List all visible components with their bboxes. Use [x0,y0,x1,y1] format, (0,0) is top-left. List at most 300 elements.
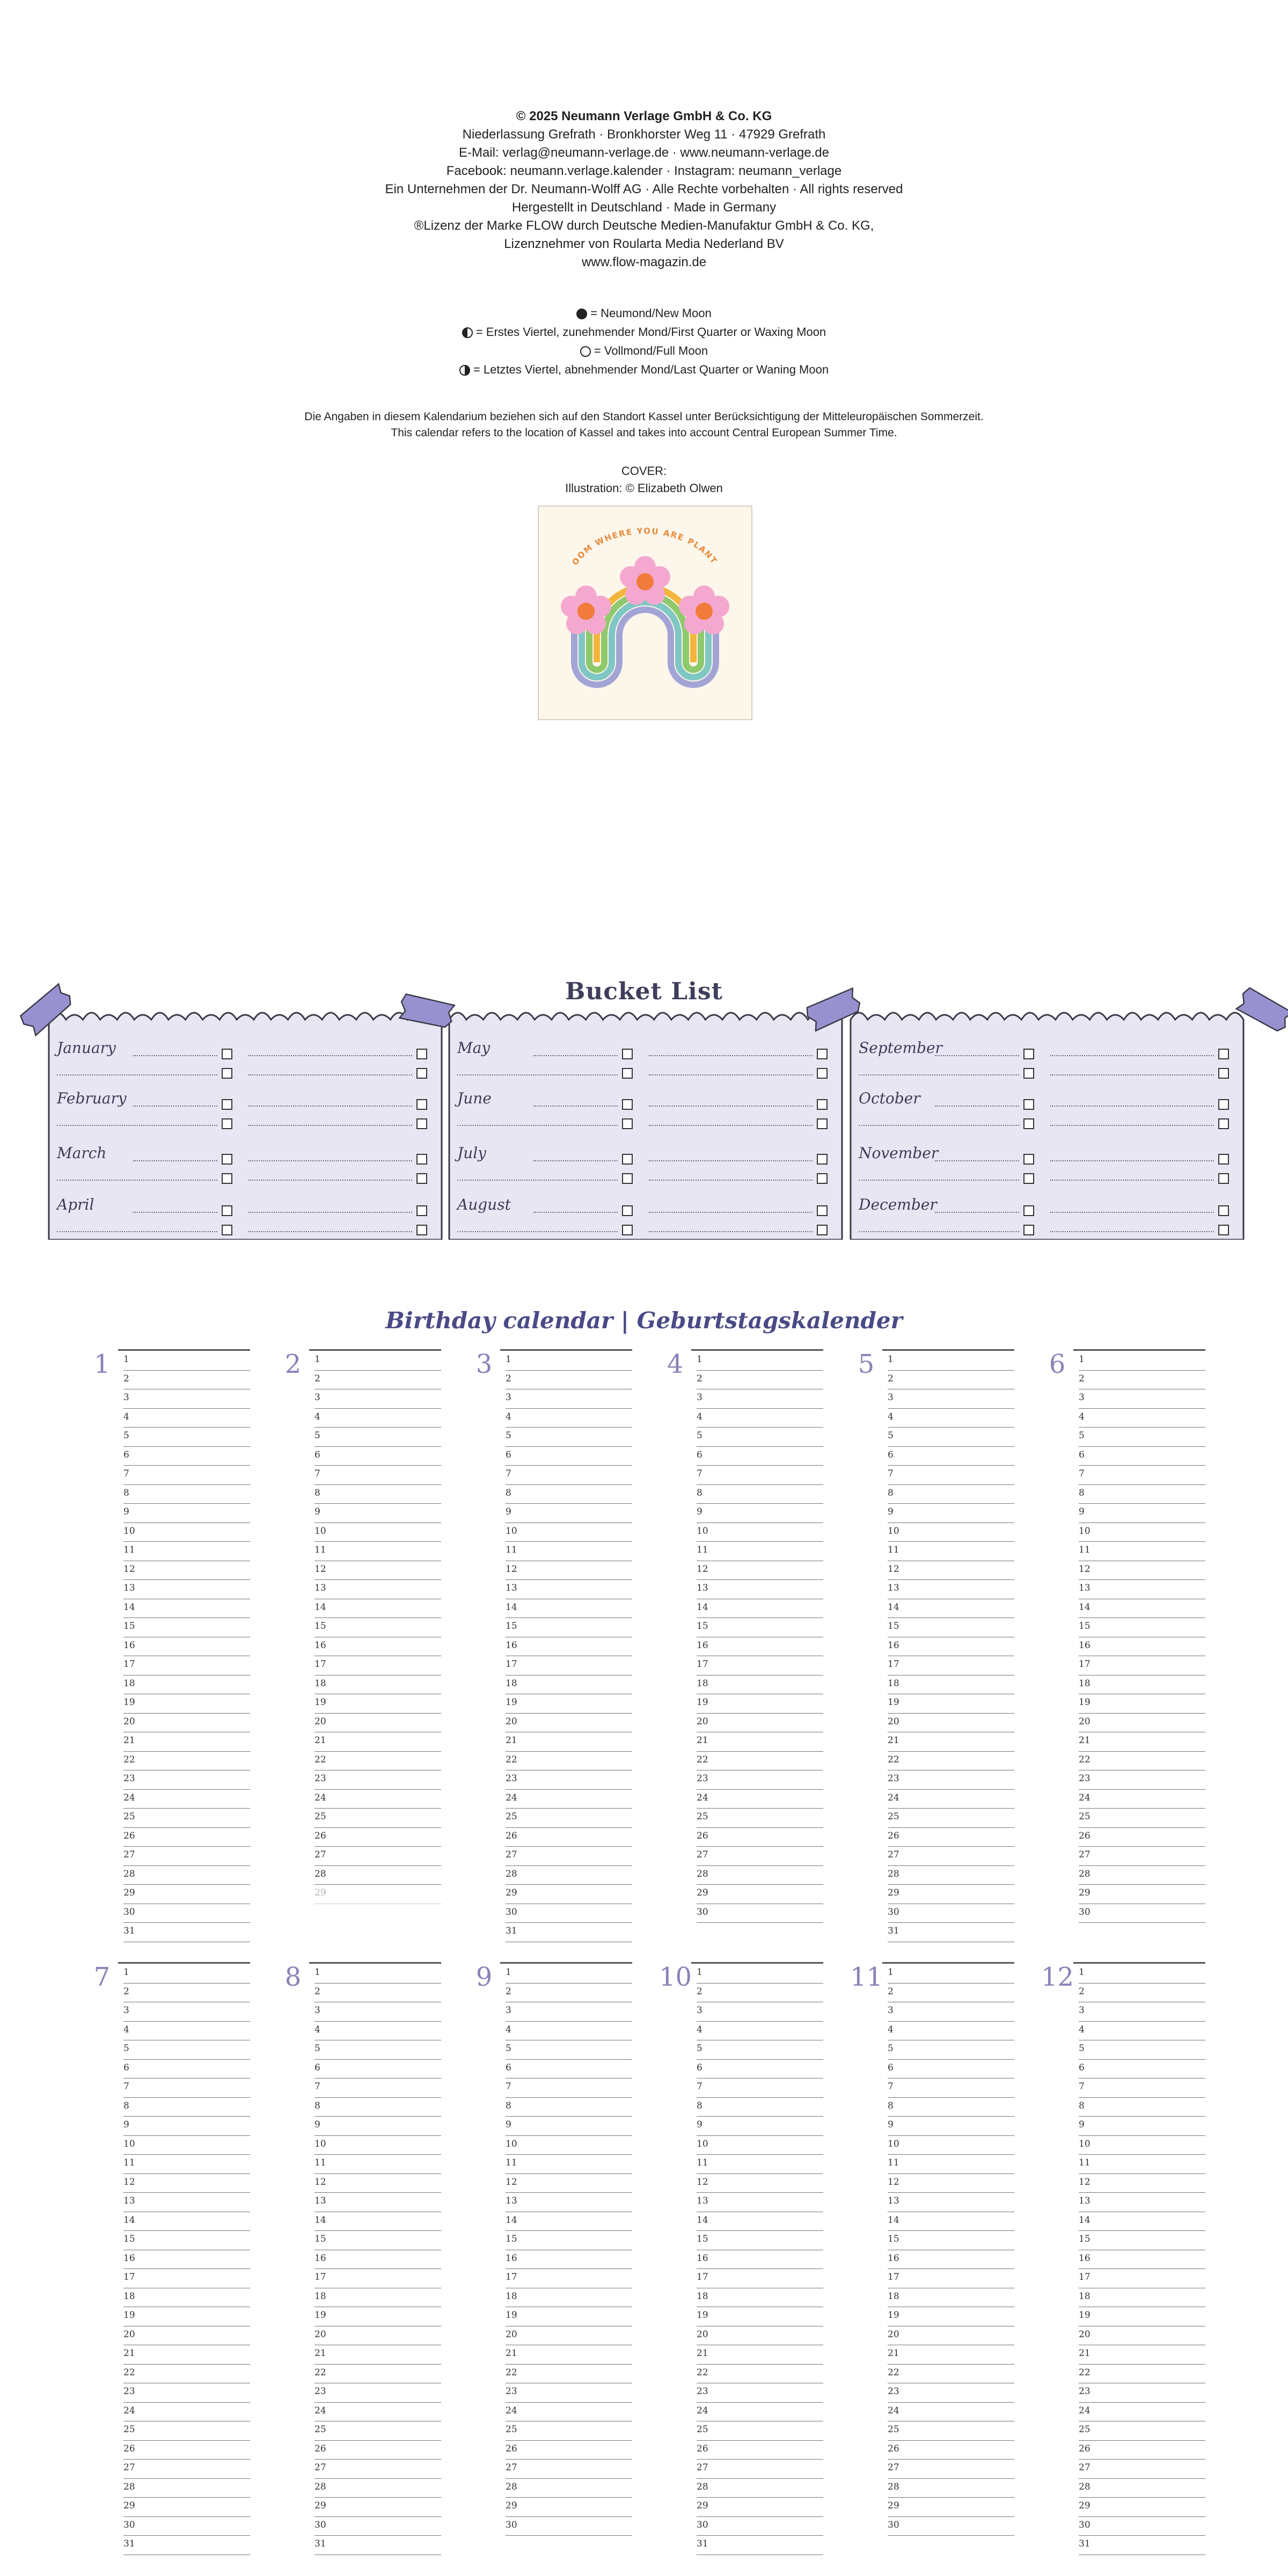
birthday-day-row[interactable]: 26 [123,2441,250,2460]
birthday-day-row[interactable]: 25 [888,2421,1014,2441]
birthday-day-row[interactable]: 18 [506,2288,632,2308]
bucket-list-checkbox[interactable] [817,1173,828,1184]
birthday-day-row[interactable]: 9 [506,2117,632,2136]
bucket-list-checkbox[interactable] [622,1049,633,1059]
birthday-day-row[interactable]: 1 [506,1964,632,1984]
birthday-day-row[interactable]: 28 [1079,2479,1205,2498]
birthday-day-row[interactable]: 4 [314,1409,441,1428]
birthday-day-row[interactable]: 4 [123,2022,250,2041]
birthday-day-row[interactable]: 30 [506,2517,632,2536]
birthday-day-row[interactable]: 17 [123,2269,250,2288]
birthday-day-row[interactable]: 18 [1079,2288,1205,2308]
bucket-list-checkbox[interactable] [817,1099,828,1110]
birthday-day-row[interactable]: 15 [1079,1618,1205,1637]
birthday-day-row[interactable]: 31 [123,1923,250,1942]
birthday-day-row[interactable]: 23 [888,2383,1014,2403]
bucket-list-checkbox[interactable] [622,1205,633,1216]
birthday-day-row[interactable]: 24 [1079,1790,1205,1809]
bucket-list-checkbox[interactable] [222,1154,232,1165]
birthday-day-row[interactable]: 9 [1079,2117,1205,2136]
bucket-list-checkbox[interactable] [622,1154,633,1165]
birthday-day-row[interactable]: 3 [123,2002,250,2022]
birthday-day-row[interactable]: 21 [888,1732,1014,1752]
birthday-day-row[interactable]: 16 [314,1637,441,1657]
bucket-list-checkbox[interactable] [817,1118,828,1129]
birthday-day-row[interactable]: 23 [1079,2383,1205,2403]
birthday-day-row[interactable]: 6 [697,1447,823,1466]
birthday-day-row[interactable]: 13 [123,1580,250,1599]
birthday-day-row[interactable]: 17 [697,1656,823,1675]
birthday-day-row[interactable]: 20 [123,2326,250,2346]
birthday-day-row[interactable]: 16 [314,2250,441,2270]
birthday-day-row[interactable]: 29 [697,1885,823,1904]
birthday-day-row[interactable]: 9 [888,2117,1014,2136]
birthday-day-row[interactable]: 31 [506,1923,632,1942]
birthday-day-row[interactable]: 18 [888,1675,1014,1695]
birthday-day-row[interactable]: 7 [314,1466,441,1485]
birthday-day-row[interactable]: 20 [314,2326,441,2346]
bucket-list-checkbox[interactable] [1023,1099,1034,1110]
birthday-day-row[interactable]: 20 [506,1714,632,1733]
birthday-day-row[interactable]: 5 [888,2040,1014,2060]
birthday-day-row[interactable]: 12 [697,2174,823,2193]
birthday-day-row[interactable]: 8 [506,2098,632,2117]
birthday-day-row[interactable]: 26 [506,1828,632,1847]
birthday-day-row[interactable]: 24 [123,1790,250,1809]
birthday-day-row[interactable]: 23 [314,1770,441,1790]
birthday-day-row[interactable]: 17 [888,1656,1014,1675]
birthday-day-row[interactable]: 26 [314,2441,441,2460]
birthday-day-row[interactable]: 13 [506,1580,632,1599]
birthday-day-row[interactable]: 17 [1079,1656,1205,1675]
birthday-day-row[interactable]: 7 [1079,1466,1205,1485]
birthday-day-row[interactable]: 14 [888,1599,1014,1619]
birthday-day-row[interactable]: 29 [697,2498,823,2517]
birthday-day-row[interactable]: 25 [697,2421,823,2441]
birthday-day-row[interactable]: 3 [314,1389,441,1409]
birthday-day-row[interactable]: 7 [506,2079,632,2098]
birthday-day-row[interactable]: 29 [1079,2498,1205,2517]
birthday-day-row[interactable]: 20 [506,2326,632,2346]
birthday-day-row[interactable]: 21 [506,2345,632,2365]
birthday-day-row[interactable]: 6 [314,2060,441,2079]
birthday-day-row[interactable]: 12 [506,2174,632,2193]
birthday-day-row[interactable]: 5 [888,1428,1014,1447]
birthday-day-row[interactable]: 30 [123,2517,250,2536]
bucket-list-checkbox[interactable] [1218,1225,1229,1235]
birthday-day-row[interactable]: 5 [697,1428,823,1447]
birthday-day-row[interactable]: 1 [1079,1964,1205,1984]
birthday-day-row[interactable]: 27 [1079,1847,1205,1866]
birthday-day-row[interactable]: 2 [314,1984,441,2003]
birthday-day-row[interactable]: 27 [888,2460,1014,2479]
birthday-day-row[interactable]: 1 [888,1351,1014,1371]
birthday-day-row[interactable]: 14 [506,2212,632,2231]
birthday-day-row[interactable]: 18 [123,1675,250,1695]
birthday-day-row[interactable]: 15 [314,1618,441,1637]
birthday-day-row[interactable]: 12 [697,1561,823,1580]
birthday-day-row[interactable]: 11 [888,1542,1014,1561]
birthday-day-row[interactable]: 25 [888,1809,1014,1828]
birthday-day-row[interactable]: 1 [123,1964,250,1984]
birthday-day-row[interactable]: 19 [697,2307,823,2326]
birthday-day-row[interactable]: 13 [123,2193,250,2212]
birthday-day-row[interactable]: 2 [1079,1371,1205,1390]
birthday-day-row[interactable]: 10 [697,1523,823,1542]
birthday-day-row[interactable]: 27 [314,2460,441,2479]
birthday-day-row[interactable]: 27 [888,1847,1014,1866]
birthday-day-row[interactable]: 6 [888,1447,1014,1466]
birthday-day-row[interactable]: 9 [697,1504,823,1523]
birthday-day-row[interactable]: 11 [123,1542,250,1561]
birthday-day-row[interactable]: 23 [697,2383,823,2403]
birthday-day-row[interactable]: 8 [1079,1485,1205,1504]
birthday-day-row[interactable]: 26 [888,1828,1014,1847]
birthday-day-row[interactable]: 14 [123,1599,250,1619]
birthday-day-row[interactable]: 4 [506,2022,632,2041]
birthday-day-row[interactable]: 4 [697,2022,823,2041]
birthday-day-row[interactable]: 5 [123,1428,250,1447]
birthday-day-row[interactable]: 1 [1079,1351,1205,1371]
bucket-list-checkbox[interactable] [1023,1068,1034,1079]
birthday-day-row[interactable]: 16 [697,1637,823,1657]
birthday-day-row[interactable]: 24 [697,2403,823,2422]
birthday-day-row[interactable]: 31 [1079,2536,1205,2555]
birthday-day-row[interactable]: 6 [697,2060,823,2079]
birthday-day-row[interactable]: 29 [314,1885,441,1904]
birthday-day-row[interactable]: 28 [888,1866,1014,1885]
birthday-day-row[interactable]: 9 [123,1504,250,1523]
birthday-day-row[interactable]: 24 [697,1790,823,1809]
birthday-day-row[interactable]: 5 [1079,1428,1205,1447]
birthday-day-row[interactable]: 9 [314,1504,441,1523]
bucket-list-checkbox[interactable] [1218,1173,1229,1184]
birthday-day-row[interactable]: 16 [123,2250,250,2270]
birthday-day-row[interactable]: 4 [888,1409,1014,1428]
birthday-day-row[interactable]: 25 [123,1809,250,1828]
birthday-day-row[interactable]: 11 [1079,1542,1205,1561]
birthday-day-row[interactable]: 27 [123,1847,250,1866]
birthday-day-row[interactable]: 19 [314,2307,441,2326]
birthday-day-row[interactable]: 10 [123,2136,250,2155]
birthday-day-row[interactable]: 20 [1079,2326,1205,2346]
birthday-day-row[interactable]: 11 [506,1542,632,1561]
birthday-day-row[interactable]: 27 [506,1847,632,1866]
birthday-day-row[interactable]: 20 [123,1714,250,1733]
birthday-day-row[interactable]: 22 [697,1752,823,1771]
birthday-day-row[interactable]: 7 [888,2079,1014,2098]
birthday-day-row[interactable]: 17 [314,2269,441,2288]
birthday-day-row[interactable]: 9 [506,1504,632,1523]
birthday-day-row[interactable]: 13 [888,2193,1014,2212]
bucket-list-checkbox[interactable] [222,1099,232,1110]
birthday-day-row[interactable]: 4 [123,1409,250,1428]
birthday-day-row[interactable]: 17 [888,2269,1014,2288]
bucket-list-checkbox[interactable] [1218,1205,1229,1216]
birthday-day-row[interactable]: 23 [888,1770,1014,1790]
bucket-list-checkbox[interactable] [622,1068,633,1079]
birthday-day-row[interactable]: 6 [123,2060,250,2079]
birthday-day-row[interactable]: 16 [123,1637,250,1657]
bucket-list-checkbox[interactable] [622,1118,633,1129]
birthday-day-row[interactable]: 19 [123,1694,250,1714]
birthday-day-row[interactable]: 8 [888,1485,1014,1504]
birthday-day-row[interactable]: 25 [314,2421,441,2441]
bucket-list-checkbox[interactable] [222,1225,232,1235]
birthday-day-row[interactable]: 13 [697,2193,823,2212]
birthday-day-row[interactable]: 2 [314,1371,441,1390]
birthday-day-row[interactable]: 31 [314,2536,441,2555]
birthday-day-row[interactable]: 28 [1079,1866,1205,1885]
birthday-day-row[interactable]: 15 [888,1618,1014,1637]
birthday-day-row[interactable]: 5 [123,2040,250,2060]
birthday-day-row[interactable]: 30 [888,1904,1014,1923]
birthday-day-row[interactable]: 10 [506,1523,632,1542]
birthday-day-row[interactable]: 18 [888,2288,1014,2308]
bucket-list-checkbox[interactable] [416,1099,427,1110]
birthday-day-row[interactable]: 24 [123,2403,250,2422]
bucket-list-checkbox[interactable] [416,1049,427,1059]
birthday-day-row[interactable]: 16 [888,1637,1014,1657]
birthday-day-row[interactable]: 22 [888,1752,1014,1771]
birthday-day-row[interactable]: 30 [697,1904,823,1923]
birthday-day-row[interactable]: 1 [506,1351,632,1371]
birthday-day-row[interactable]: 25 [1079,2421,1205,2441]
birthday-day-row[interactable]: 2 [888,1371,1014,1390]
birthday-day-row[interactable]: 23 [314,2383,441,2403]
birthday-day-row[interactable]: 6 [1079,1447,1205,1466]
birthday-day-row[interactable]: 3 [506,2002,632,2022]
birthday-day-row[interactable]: 3 [697,2002,823,2022]
birthday-day-row[interactable]: 1 [697,1351,823,1371]
birthday-day-row[interactable]: 25 [1079,1809,1205,1828]
birthday-day-row[interactable]: 29 [506,1885,632,1904]
bucket-list-checkbox[interactable] [1218,1049,1229,1059]
birthday-day-row[interactable]: 7 [506,1466,632,1485]
birthday-day-row[interactable]: 9 [1079,1504,1205,1523]
bucket-list-checkbox[interactable] [1023,1205,1034,1216]
birthday-day-row[interactable]: 10 [888,1523,1014,1542]
birthday-day-row[interactable]: 22 [314,1752,441,1771]
birthday-day-row[interactable]: 28 [697,2479,823,2498]
birthday-day-row[interactable]: 23 [506,2383,632,2403]
birthday-day-row[interactable]: 11 [697,2155,823,2174]
birthday-day-row[interactable]: 3 [1079,2002,1205,2022]
birthday-day-row[interactable]: 16 [697,2250,823,2270]
bucket-list-checkbox[interactable] [1218,1099,1229,1110]
birthday-day-row[interactable]: 19 [888,2307,1014,2326]
birthday-day-row[interactable]: 10 [1079,2136,1205,2155]
birthday-day-row[interactable]: 12 [888,2174,1014,2193]
birthday-day-row[interactable]: 7 [1079,2079,1205,2098]
birthday-day-row[interactable]: 28 [506,2479,632,2498]
bucket-list-checkbox[interactable] [622,1225,633,1235]
birthday-day-row[interactable]: 4 [314,2022,441,2041]
birthday-day-row[interactable]: 2 [123,1984,250,2003]
bucket-list-checkbox[interactable] [1023,1225,1034,1235]
birthday-day-row[interactable]: 9 [314,2117,441,2136]
birthday-day-row[interactable]: 15 [123,2231,250,2250]
birthday-day-row[interactable]: 19 [888,1694,1014,1714]
birthday-day-row[interactable]: 20 [697,2326,823,2346]
birthday-day-row[interactable]: 25 [506,2421,632,2441]
birthday-day-row[interactable]: 8 [123,2098,250,2117]
birthday-day-row[interactable]: 22 [123,2365,250,2384]
bucket-list-checkbox[interactable] [817,1154,828,1165]
birthday-day-row[interactable]: 3 [506,1389,632,1409]
birthday-day-row[interactable]: 1 [697,1964,823,1984]
birthday-day-row[interactable]: 17 [314,1656,441,1675]
birthday-day-row[interactable]: 1 [314,1964,441,1984]
birthday-day-row[interactable]: 6 [888,2060,1014,2079]
birthday-day-row[interactable]: 2 [123,1371,250,1390]
bucket-list-checkbox[interactable] [817,1068,828,1079]
birthday-day-row[interactable]: 19 [1079,1694,1205,1714]
birthday-day-row[interactable]: 15 [506,2231,632,2250]
birthday-day-row[interactable]: 26 [314,1828,441,1847]
bucket-list-checkbox[interactable] [416,1173,427,1184]
birthday-day-row[interactable]: 10 [1079,1523,1205,1542]
birthday-day-row[interactable]: 21 [697,2345,823,2365]
birthday-day-row[interactable]: 17 [1079,2269,1205,2288]
birthday-day-row[interactable]: 23 [697,1770,823,1790]
birthday-day-row[interactable]: 7 [888,1466,1014,1485]
birthday-day-row[interactable]: 2 [888,1984,1014,2003]
birthday-day-row[interactable]: 14 [697,2212,823,2231]
birthday-day-row[interactable]: 28 [697,1866,823,1885]
birthday-day-row[interactable]: 22 [697,2365,823,2384]
bucket-list-checkbox[interactable] [222,1118,232,1129]
birthday-day-row[interactable]: 19 [314,1694,441,1714]
birthday-day-row[interactable]: 9 [697,2117,823,2136]
bucket-list-checkbox[interactable] [817,1225,828,1235]
birthday-day-row[interactable]: 3 [888,1389,1014,1409]
bucket-list-checkbox[interactable] [222,1173,232,1184]
birthday-day-row[interactable]: 7 [697,2079,823,2098]
birthday-day-row[interactable]: 26 [888,2441,1014,2460]
birthday-day-row[interactable]: 31 [123,2536,250,2555]
birthday-day-row[interactable]: 25 [314,1809,441,1828]
bucket-list-checkbox[interactable] [1218,1154,1229,1165]
birthday-day-row[interactable]: 3 [888,2002,1014,2022]
birthday-day-row[interactable]: 11 [123,2155,250,2174]
birthday-day-row[interactable]: 24 [1079,2403,1205,2422]
birthday-day-row[interactable]: 6 [506,2060,632,2079]
birthday-day-row[interactable]: 21 [314,2345,441,2365]
birthday-day-row[interactable]: 5 [697,2040,823,2060]
birthday-day-row[interactable]: 2 [506,1371,632,1390]
birthday-day-row[interactable]: 6 [123,1447,250,1466]
birthday-day-row[interactable]: 5 [314,2040,441,2060]
birthday-day-row[interactable]: 30 [1079,2517,1205,2536]
birthday-day-row[interactable]: 30 [123,1904,250,1923]
birthday-day-row[interactable]: 19 [506,1694,632,1714]
birthday-day-row[interactable]: 27 [697,2460,823,2479]
birthday-day-row[interactable]: 13 [314,1580,441,1599]
bucket-list-checkbox[interactable] [222,1205,232,1216]
bucket-list-checkbox[interactable] [416,1154,427,1165]
birthday-day-row[interactable]: 19 [1079,2307,1205,2326]
bucket-list-checkbox[interactable] [416,1205,427,1216]
birthday-day-row[interactable]: 29 [123,2498,250,2517]
birthday-day-row[interactable]: 12 [314,2174,441,2193]
birthday-day-row[interactable]: 11 [314,2155,441,2174]
birthday-day-row[interactable]: 12 [1079,1561,1205,1580]
birthday-day-row[interactable]: 21 [1079,2345,1205,2365]
birthday-day-row[interactable]: 29 [123,1885,250,1904]
birthday-day-row[interactable]: 7 [697,1466,823,1485]
birthday-day-row[interactable]: 16 [506,2250,632,2270]
birthday-day-row[interactable]: 16 [1079,1637,1205,1657]
birthday-day-row[interactable]: 26 [697,2441,823,2460]
birthday-day-row[interactable]: 14 [314,1599,441,1619]
birthday-day-row[interactable]: 24 [506,2403,632,2422]
birthday-day-row[interactable]: 28 [123,1866,250,1885]
birthday-day-row[interactable]: 18 [314,1675,441,1695]
birthday-day-row[interactable]: 3 [314,2002,441,2022]
birthday-day-row[interactable]: 13 [314,2193,441,2212]
bucket-list-checkbox[interactable] [416,1068,427,1079]
birthday-day-row[interactable]: 4 [1079,2022,1205,2041]
birthday-day-row[interactable]: 2 [697,1984,823,2003]
birthday-day-row[interactable]: 21 [697,1732,823,1752]
birthday-day-row[interactable]: 19 [697,1694,823,1714]
birthday-day-row[interactable]: 30 [697,2517,823,2536]
birthday-day-row[interactable]: 5 [506,2040,632,2060]
birthday-day-row[interactable]: 24 [888,1790,1014,1809]
birthday-day-row[interactable]: 21 [123,2345,250,2365]
birthday-day-row[interactable]: 27 [123,2460,250,2479]
birthday-day-row[interactable]: 14 [314,2212,441,2231]
birthday-day-row[interactable]: 1 [314,1351,441,1371]
birthday-day-row[interactable]: 24 [888,2403,1014,2422]
birthday-day-row[interactable]: 20 [1079,1714,1205,1733]
birthday-day-row[interactable]: 14 [1079,1599,1205,1619]
birthday-day-row[interactable]: 6 [506,1447,632,1466]
birthday-day-row[interactable]: 10 [506,2136,632,2155]
birthday-day-row[interactable]: 8 [123,1485,250,1504]
birthday-day-row[interactable]: 25 [506,1809,632,1828]
birthday-day-row[interactable]: 16 [1079,2250,1205,2270]
birthday-day-row[interactable]: 5 [1079,2040,1205,2060]
birthday-day-row[interactable]: 10 [314,1523,441,1542]
birthday-day-row[interactable]: 4 [1079,1409,1205,1428]
birthday-day-row[interactable]: 26 [697,1828,823,1847]
birthday-day-row[interactable]: 20 [314,1714,441,1733]
birthday-day-row[interactable]: 2 [697,1371,823,1390]
birthday-day-row[interactable]: 23 [506,1770,632,1790]
birthday-day-row[interactable]: 8 [506,1485,632,1504]
birthday-day-row[interactable]: 18 [506,1675,632,1695]
birthday-day-row[interactable]: 13 [1079,1580,1205,1599]
birthday-day-row[interactable]: 14 [506,1599,632,1619]
birthday-day-row[interactable]: 14 [697,1599,823,1619]
birthday-day-row[interactable]: 5 [506,1428,632,1447]
birthday-day-row[interactable]: 2 [506,1984,632,2003]
birthday-day-row[interactable]: 3 [697,1389,823,1409]
birthday-day-row[interactable]: 13 [697,1580,823,1599]
birthday-day-row[interactable]: 28 [123,2479,250,2498]
birthday-day-row[interactable]: 30 [314,2517,441,2536]
birthday-day-row[interactable]: 6 [314,1447,441,1466]
birthday-day-row[interactable]: 15 [697,2231,823,2250]
birthday-day-row[interactable]: 31 [888,1923,1014,1942]
bucket-list-checkbox[interactable] [222,1068,232,1079]
birthday-day-row[interactable]: 12 [506,1561,632,1580]
birthday-day-row[interactable]: 26 [1079,1828,1205,1847]
birthday-day-row[interactable]: 15 [697,1618,823,1637]
bucket-list-checkbox[interactable] [622,1099,633,1110]
